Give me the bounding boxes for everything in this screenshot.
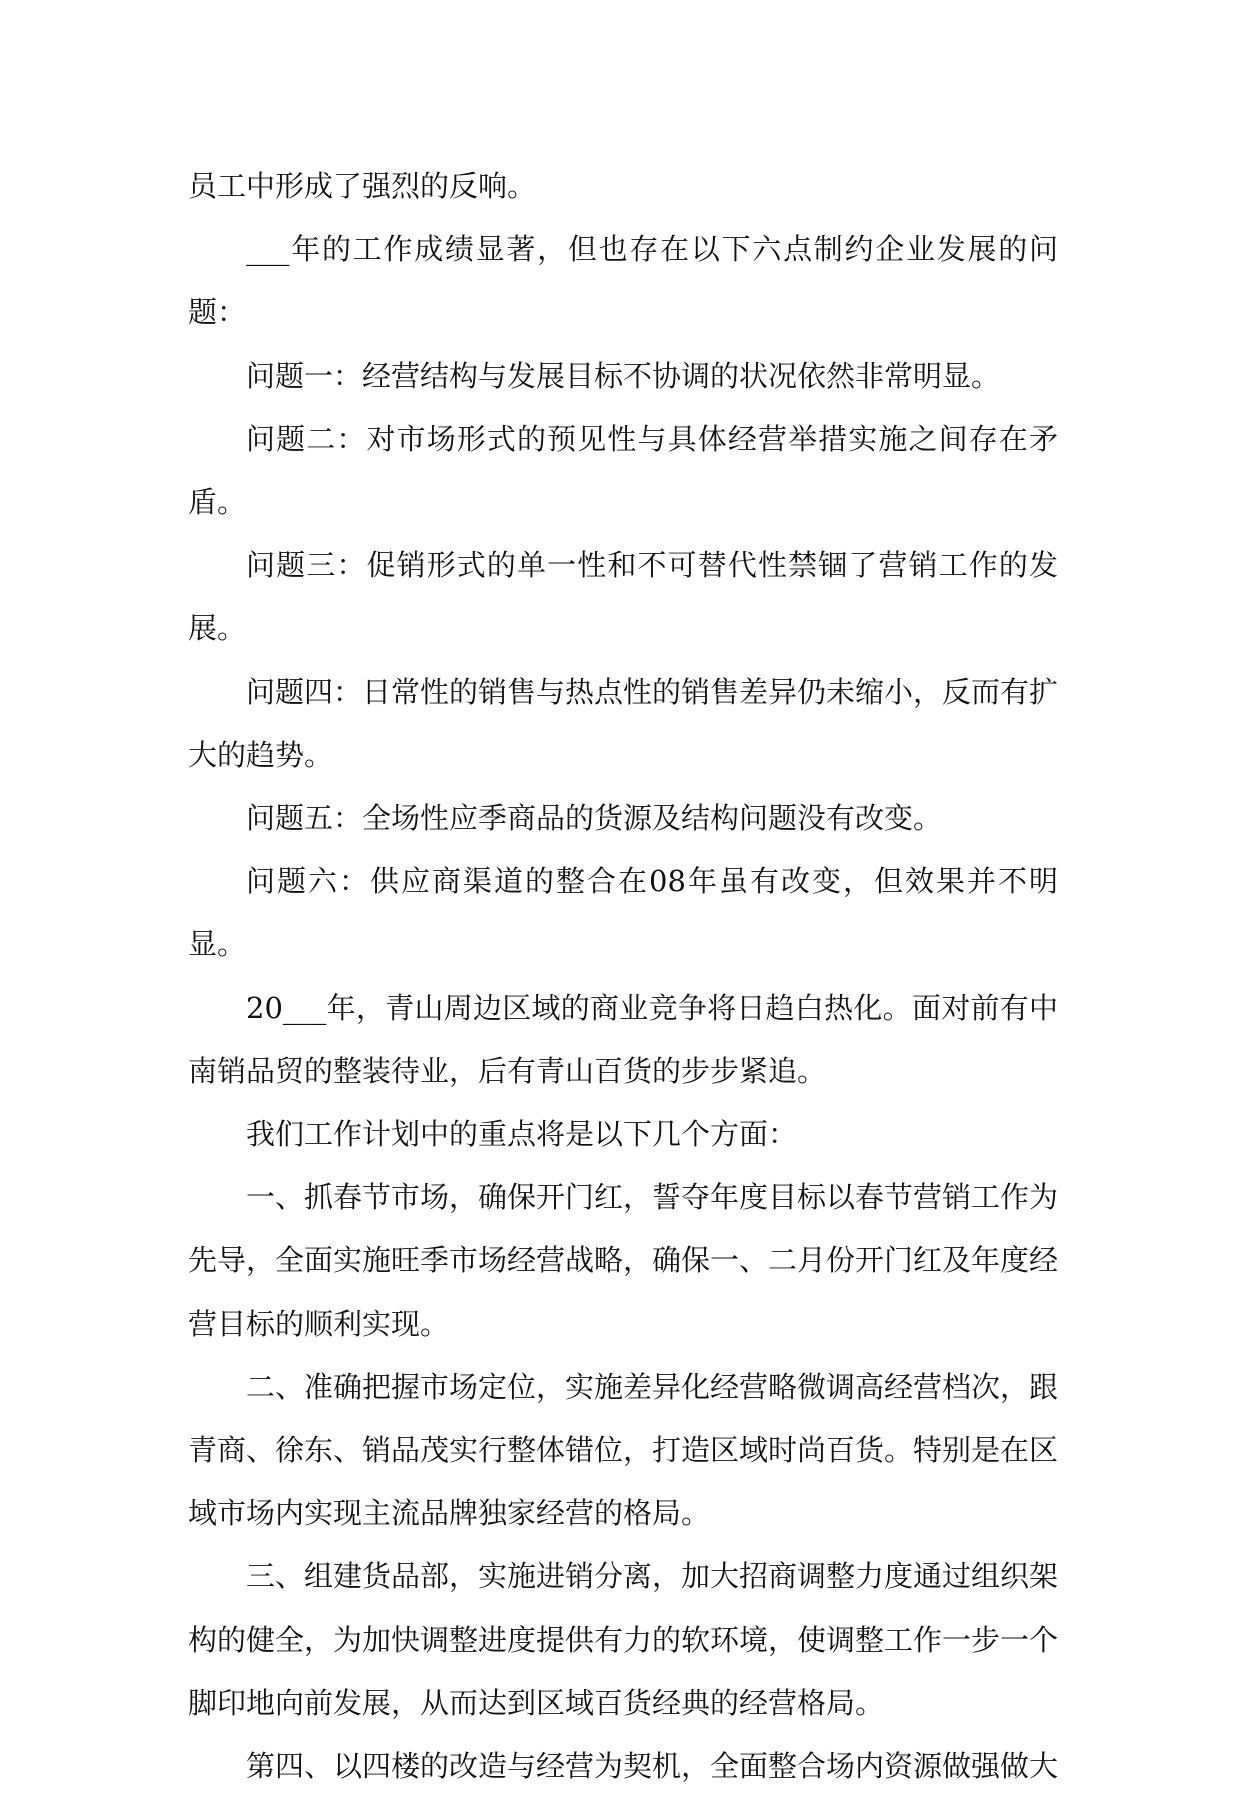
paragraph-plan-2: 二、准确把握市场定位，实施差异化经营略微调高经营档次，跟青商、徐东、销品茂实行整体错位，打造区域时尚百货。特别是在区域市场内实现主流品牌独家经营的格局。 (188, 1369, 1059, 1531)
paragraph-problems-intro: ___年的工作成绩显著，但也存在以下六点制约企业发展的问题： (188, 232, 1058, 330)
paragraph-plan-intro: 我们工作计划中的重点将是以下几个方面： (246, 1117, 798, 1152)
paragraph-problem-3: 问题三：促销形式的单一性和不可替代性禁锢了营销工作的发展。 (188, 548, 1058, 646)
paragraph-plan-1: 一、抓春节市场，确保开门红，誓夺年度目标以春节营销工作为先导，全面实施旺季市场经营战略，确保一、二月份开门红及年度经营目标的顺利实现。 (188, 1180, 1059, 1341)
document-body (188, 155, 1058, 1798)
paragraph-continuation: 员工中形成了强烈的反响。 (188, 169, 537, 203)
paragraph-plan-4: 第四、以四楼的改造与经营为契机，全面整合场内资源做强做大 (246, 1749, 1059, 1784)
paragraph-competition: 20___年，青山周边区域的商业竞争将日趋白热化。面对前有中南销品贸的整装待业，后有青山百货的步步紧追。 (188, 990, 1058, 1088)
paragraph-problem-5: 问题五：全场性应季商品的货源及结构问题没有改变。 (246, 801, 943, 836)
paragraph-plan-3: 三、组建货品部，实施进销分离，加大招商调整力度通过组织架构的健全，为加快调整进度提供有力的软环境，使调整工作一步一个脚印地向前发展，从而达到区域百货经典的经营格局。 (188, 1559, 1059, 1720)
paragraph-problem-6: 问题六：供应商渠道的整合在08年虽有改变，但效果并不明显。 (188, 864, 1058, 962)
paragraph-problem-4: 问题四：日常性的销售与热点性的销售差异仍未缩小，反而有扩大的趋势。 (188, 674, 1059, 772)
paragraph-problem-2: 问题二：对市场形式的预见性与具体经营举措实施之间存在矛盾。 (188, 421, 1058, 520)
paragraph-problem-1: 问题一：经营结构与发展目标不协调的状况依然非常明显。 (246, 358, 1001, 393)
